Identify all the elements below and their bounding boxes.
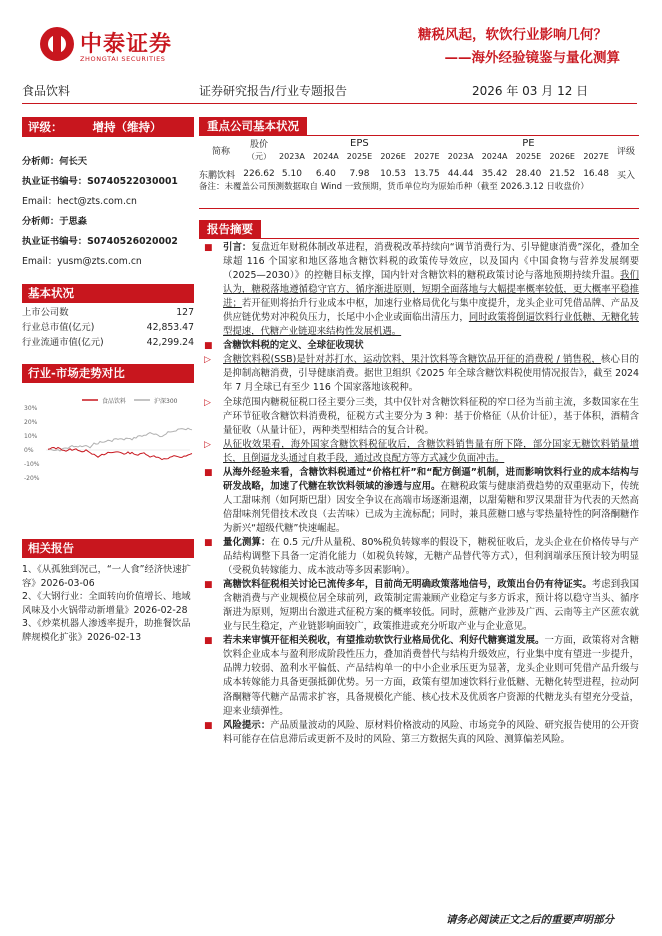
summary-paragraph: ■ 高糖饮料征税相关讨论已流传多年，目前尚无明确政策落地信号，政策出台仍有待证实。考虑到我国含糖消费与产业规模位居全球前列，政策制定需兼顾产业稳定与多方诉求，预计将以稳守当头、循序渐进为原则，短期出台激进式征税方案的概率较低。同时，蔗糖产业涉及广西、云南等主产区蔗农就业与民生稳定，产业链影响面较广，政策推进或充分听取产业与企业意见。 (204, 579, 639, 633)
col-price-unit: （元） (247, 152, 271, 161)
rating-value: 增持（维持） (92, 120, 162, 134)
bullet-icon: ■ (204, 720, 213, 731)
industry-label: 食品饮料 (22, 84, 71, 98)
analyst-block (22, 155, 194, 275)
cert-label: 执业证书编号： (22, 176, 88, 187)
summary-risk: ■ 风险提示：产品质量波动的风险、原材料价格波动的风险、市场竞争的风险、研究报告使用的公开资料可能存在信息滞后或更新不及时的风险、第三方数据失真的风险、测算偏差风险。 (204, 719, 639, 745)
summary-header (199, 220, 639, 239)
company-row: 东鹏饮料 226.62 5.10 6.40 7.98 10.53 13.75 44.44 35.42 28.40 21.52 16.48 买入 (199, 169, 635, 181)
trend-title: 行业-市场走势对比 (22, 364, 194, 383)
related-item[interactable]: 1、《从孤独到况己，“一人食”经济快速扩容》2026-03-06 (22, 564, 191, 589)
bullet-icon: ■ (204, 467, 213, 478)
bullet-icon: ■ (204, 341, 213, 352)
arrow-icon: ▷ (204, 439, 211, 450)
arrow-icon: ▷ (204, 355, 211, 366)
bullet-icon: ■ (204, 537, 213, 548)
report-subtitle: ——海外经验镜鉴与量化测算 (444, 50, 620, 66)
company-table-title: 重点公司基本状况 (199, 117, 307, 136)
trend-chart (22, 392, 194, 502)
header-divider (22, 103, 637, 104)
col-pe: PE (522, 138, 535, 149)
y-tick-label: 10% (24, 433, 38, 440)
basic-row: 行业流通市值(亿元) 42,299.24 (22, 337, 194, 348)
footer-disclaimer: 请务必阅读正文之后的重要声明部分 (446, 914, 614, 926)
arrow-icon: ▷ (204, 397, 211, 408)
company-table: 简称 股价 EPS PE 评级 （元） 2023A 2024A 2025E 2026E 2027E 2023A 2024A 2025E 2026E 2027E 东鹏饮料 226.62 5.10 6.40 7.98 10.53 13.75 44.44 35.42 28.40 21.52 16.48 买入 (199, 137, 639, 185)
y-tick-label: 0% (24, 447, 34, 454)
summary-paragraph: ▷ 从征收效果看，海外国家含糖饮料税征收后，含糖饮料销售量有所下降，部分国家无糖饮料销量增长，且倒逼龙头通过自救手段，通过改良配方等方式减少负面冲击。 (204, 438, 639, 464)
col-name: 简称 (211, 146, 230, 157)
brand-name: 中泰证券 (80, 32, 173, 57)
analyst-name: 于思淼 (59, 216, 88, 227)
summary-body (199, 241, 639, 747)
y-tick-label: -10% (24, 461, 40, 468)
report-title: 糖税风起，软饮行业影响几何？ (418, 27, 607, 43)
email-label: Email： (22, 256, 58, 267)
basic-row: 上市公司数 127 (22, 307, 194, 318)
related-list (22, 563, 194, 644)
summary-paragraph: ■ 从海外经验来看，含糖饮料税通过“价格杠杆”和“配方倒逼”机制，进而影响饮料行业的成本结构与研发战略，加速了代糖在软饮料领域的渗透与应用。在糖税政策与健康消费趋势的双重驱动下，传统人工甜味剂（如阿斯巴甜）因安全争议在高端市场逐渐退潮，以甜菊糖和罗汉果甜苷为代表的天然高倍甜味剂凭借技术改良（去苦味）已成为主流标配；同时，兼具蔗糖口感与零热量特性的阿洛酮糖作为新兴“超级代糖”快速崛起。 (204, 466, 639, 534)
bullet-icon: ■ (204, 580, 213, 591)
col-rating: 评级 (616, 146, 635, 157)
brand-logo-icon (40, 27, 74, 61)
cert-label: 执业证书编号： (22, 236, 88, 247)
related-title: 相关报告 (22, 539, 194, 558)
y-tick-label: 20% (24, 419, 38, 426)
index-series-line (48, 428, 192, 451)
company-table-note: 备注：未覆盖公司预测数据取自 Wind 一致预期，货币单位均为原始币种（截至 2026.3.12 日收盘价） (199, 182, 589, 192)
brand-name-en: ZHONGTAI SECURITIES (80, 55, 166, 63)
legend-index-label: 沪深300 (154, 398, 178, 405)
summary-title: 报告摘要 (199, 220, 261, 239)
basic-info-title: 基本状况 (22, 284, 194, 303)
col-eps: EPS (350, 138, 369, 149)
summary-paragraph: ▷ 全球范围内糖税征税口径主要分三类，其中仅针对含糖饮料征税的窄口径为当前主流，多数国家在生产环节征收含糖饮料消费税，征税方式主要分为 3 种：基于价格征（从价计征），基于体积，酒精含量征收（从量计征），两种类型相结合的复合计税。 (204, 396, 639, 436)
y-tick-label: 30% (24, 405, 38, 412)
basic-info-table (22, 305, 194, 350)
analyst-role: 分析师： (22, 216, 60, 227)
summary-paragraph: ■ 若未来审慎开征相关税收，有望推动软饮行业格局优化、利好代糖赛道发展。一方面，政策将对含糖饮料企业成本与盈利形成阶段性压力，叠加消费替代与结构升级效应，行业集中度有望进一步提升，品牌力较弱、盈利水平偏低、产品结构单一的中小企业承压更为显著，龙头企业则可凭借产品升级与成本转嫁能力具备更强抵御优势。另一方面，政策有望加速饮料行业低糖、无糖化转型进程，拉动阿洛酮糖等代糖产品需求扩容，具备规模化产能、核心技术及优质客户资源的代糖龙头有望充分受益，迎来业绩弹性。 (204, 635, 639, 717)
company-table-header (199, 117, 639, 136)
col-price: 股价 (249, 140, 268, 150)
summary-paragraph: ▷ 含糖饮料税(SSB)是针对苏打水、运动饮料、果汁饮料等含糖饮品开征的消费税 / 销售税，核心目的是抑制高糖消费，引导健康消费。据世卫组织《2025 年全球含糖饮料税使用情况报告》，截至 2024 年 7 月全球已有至少 116 个国家落地该税种。 (204, 354, 639, 394)
summary-intro: ■ 引言：复盘近年财税体制改革进程，消费税改革持续向“调节消费行为、引导健康消费”深化，叠加全球超 116 个国家和地区落地含糖饮料税的政策传导效应，以及国内《中国食物与营养发展纲要（2025—2030）》的控糖目标支撑，国内针对含糖饮料的糖税政策讨论与落地预期持续升温。我们认为，糖税落地遵循稳守官方、循序渐进原则，短期全面落地与大幅提率概率较低，更大概率平稳推进；若开征则将抬升行业成本中枢，加速行业格局优化与集中度提升，龙头企业可凭借品牌、产品及供应链优势对冲税负压力，长尾中小企业或面临出清压力，同时政策将倒逼饮料行业低糖、无糖化转型提速，代糖产业链迎来结构性发展机遇。 (204, 242, 639, 338)
bullet-icon: ■ (204, 636, 213, 647)
email-label: Email： (22, 196, 58, 207)
rating-label: 评级： (28, 120, 63, 134)
analyst-name: 何长天 (59, 156, 88, 167)
basic-row: 行业总市值(亿元) 42,853.47 (22, 322, 194, 333)
summary-paragraph: ■ 量化测算：在 0.5 元/升从量税、80%税负转嫁率的假设下，糖税征收后，龙头企业在价格传导与产品结构调整下具备一定消化能力（如税负转嫁，无糖产品替代等方式），但利润端承压预计较为明显（受税负转嫁能力、成本波动等多因素影响）。 (204, 536, 639, 577)
analyst-email[interactable]: yusm@zts.com.cn (57, 256, 142, 267)
summary-heading: ■ 含糖饮料税的定义、全球征收现状 (199, 339, 639, 353)
legend-industry-label: 食品饮料 (102, 398, 127, 405)
related-item[interactable]: 3、《炒菜机器人渗透率提升，助推餐饮品牌规模化扩张》2026-02-13 (22, 618, 191, 643)
related-item[interactable]: 2、《大钢行业：全面转向价值增长、地域风味及小火锅带动新增量》2026-02-28 (22, 591, 191, 616)
cert-number: S0740522030001 (87, 176, 178, 187)
report-date: 2026 年 03 月 12 日 (472, 84, 589, 98)
cert-number: S0740526020002 (87, 236, 178, 247)
report-type: 证券研究报告/行业专题报告 (199, 84, 348, 98)
analyst-email[interactable]: hect@zts.com.cn (57, 196, 137, 207)
analyst-role: 分析师： (22, 156, 60, 167)
bullet-icon: ■ (204, 243, 213, 253)
y-tick-label: -20% (24, 475, 40, 482)
rating-bar (22, 117, 194, 137)
industry-series-line (48, 448, 192, 460)
